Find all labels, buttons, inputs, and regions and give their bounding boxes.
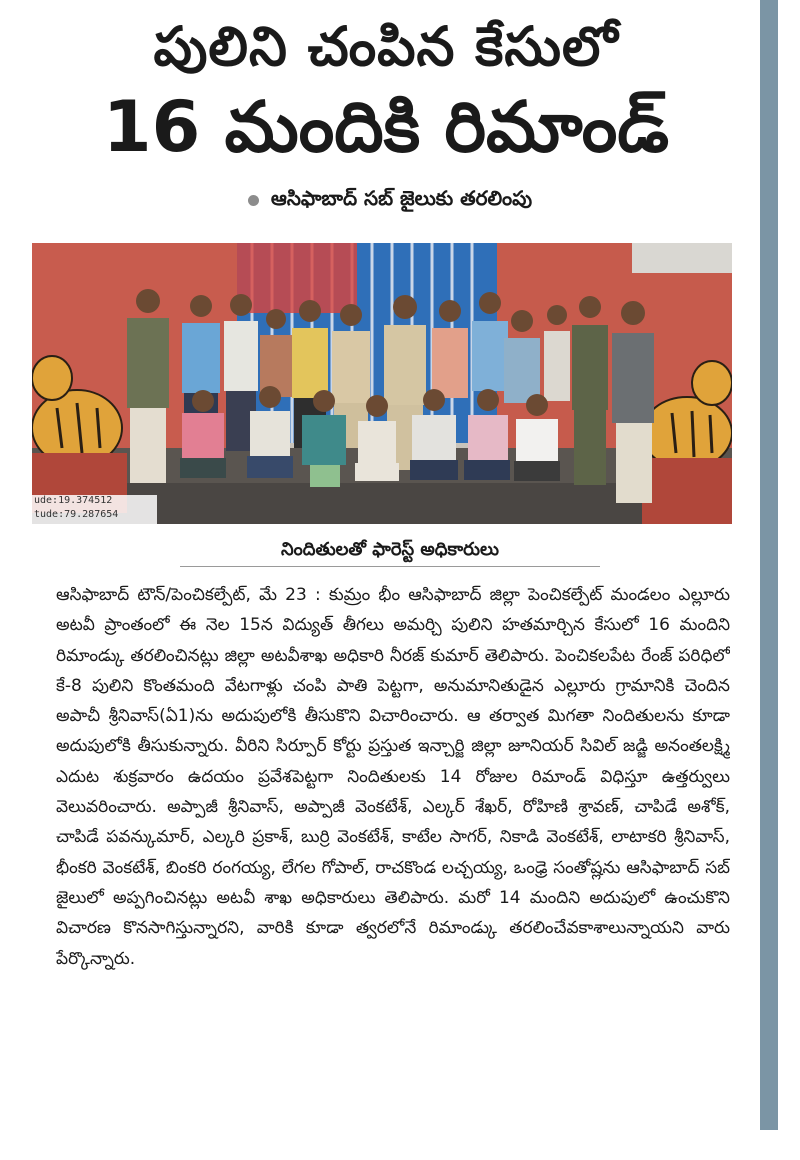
headline-line-2: 16 మందికి రిమాండ్ bbox=[102, 86, 670, 168]
caption-underline bbox=[180, 566, 600, 567]
gps-latitude: ude:19.374512 bbox=[34, 495, 113, 506]
subheadline bbox=[160, 182, 620, 218]
photo-caption: నిందితులతో ఫారెస్ట్ అధికారులు bbox=[280, 538, 500, 560]
bullet-icon bbox=[248, 195, 259, 206]
article-body: ఆసిఫాబాద్ టౌన్/పెంచికల్పేట్, మే 23 : కుమ్రం భీం ఆసిఫాబాద్ జిల్లా పెంచికల్పేట్ మండలం ఎల్లూరు అటవీ ప్రాంతంలో ఈ నెల 15న విద్యుత్ తీగలు అమర్చి పులిని హతమార్చిన కేసులో 16 మందిని రిమాండ్కు తరలించినట్లు జిల్లా అటవీశాఖ అధికారి నీరజ్ కుమార్ తెలిపారు. పెంచికలపేట రేంజ్ పరిధిలో కే-8 పులిని కొంతమంది వేటగాళ్లు చంపి పాతి పెట్టగా, అనుమానితుడైన ఎల్లూరు గ్రామానికి చెందిన అపాచీ శ్రీనివాస్(ఏ1)ను అదుపులోకి తీసుకొని విచారించారు. ఆ తర్వాత మిగతా నిందితులను కూడా అదుపులోకి తీసుకున్నారు. వీరిని సిర్పూర్ కోర్టు ప్రస్తుత ఇన్చార్జి జిల్లా జూనియర్ సివిల్ జడ్జి అనంతలక్ష్మి ఎదుట శుక్రవారం ఉదయం ప్రవేశపెట్టగా నిందితులకు 14 రోజుల రిమాండ్ విధిస్తూ ఉత్తర్వులు వెలువరించారు. అప్పాజీ శ్రీనివాస్, అప్పాజీ వెంకటేశ్, ఎల్కర్ శేఖర్, రోహిణి శ్రావణ్, చాపిడే అశోక్, చాపిడే పవన్కుమార్, ఎల్కరి ప్రకాశ్, బుర్రి వెంకటేశ్, కాటేల సాగర్, నికాడి వెంకటేశ్, లాటాకరి శ్రీనివాస్, భీంకరి వెంకటేశ్, బింకరి రంగయ్య, లేగల గోపాల్, రాచకొండ లచ్చయ్య, ఒంఢ్రె సంతోష్లను ఆసిఫాబాద్ సబ్ జైలులో అప్పగించినట్లు అటవీ శాఖ అధికారులు తెలిపారు. మరో 14 మందిని అదుపులో ఉంచుకొని విచారణ కొనసాగిస్తున్నారని, వారికి కూడా త్వరలోనే రిమాండ్కు తరలించేవకాశాలున్నాయని వారు పేర్కొన్నారు. bbox=[56, 585, 730, 969]
subheadline-text: ఆసిఫాబాద్ సబ్ జైలుకు తరలింపు bbox=[270, 185, 533, 210]
gps-longitude: tude:79.287654 bbox=[34, 509, 119, 520]
news-photo bbox=[32, 243, 732, 524]
headline-line-1: పులిని చంపిన కేసులో bbox=[153, 15, 619, 78]
side-rule-bar bbox=[760, 0, 778, 1130]
